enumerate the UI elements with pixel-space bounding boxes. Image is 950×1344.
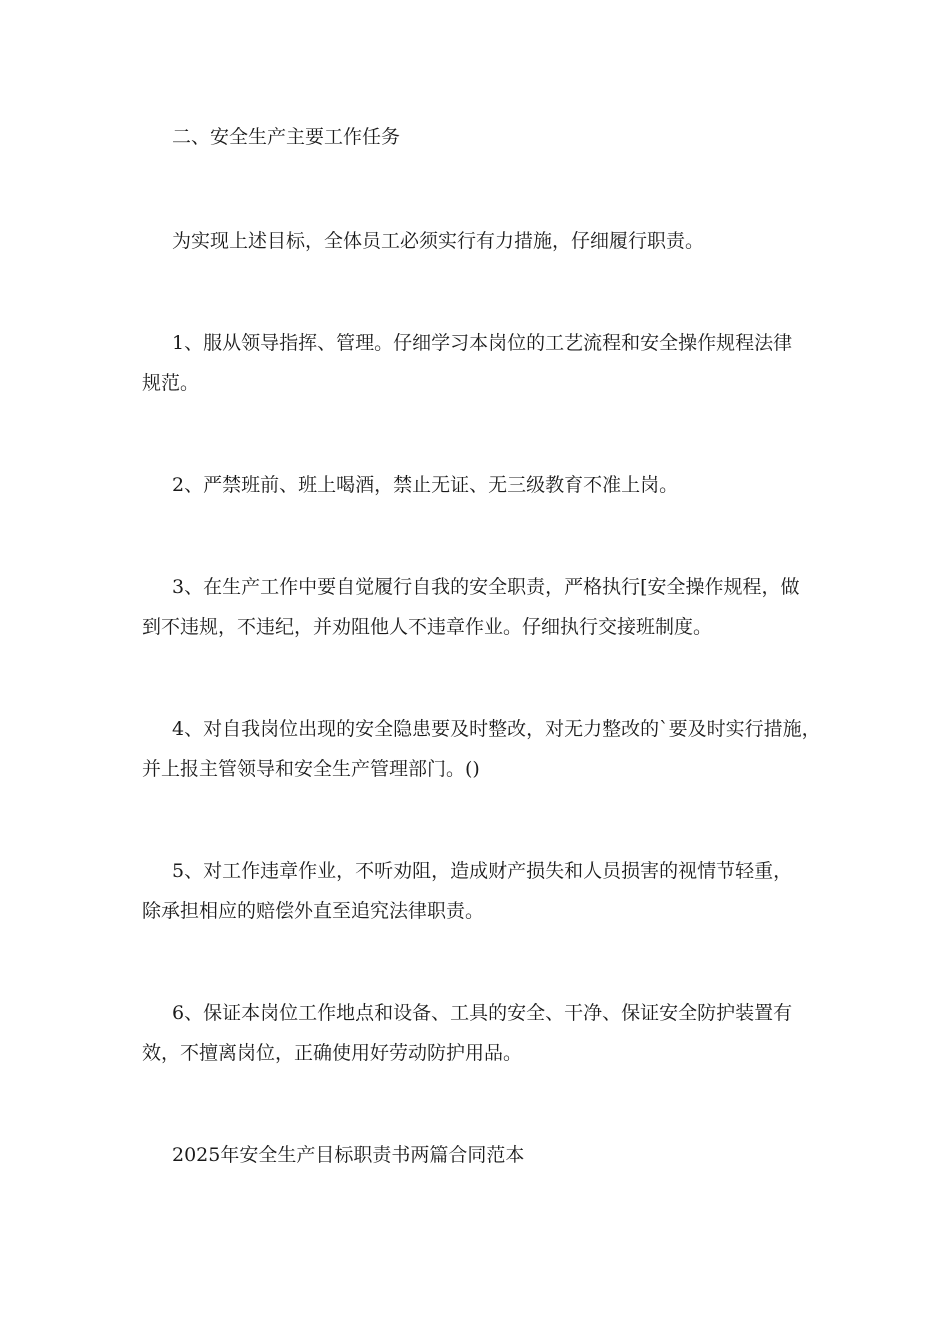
list-item-line-1: 6、保证本岗位工作地点和设备、工具的安全、干净、保证安全防护装置有 [172, 1002, 793, 1024]
list-item-line-1: 1、服从领导指挥、管理。仔细学习本岗位的工艺流程和安全操作规程法律 [172, 332, 793, 354]
closing-title: 2025年安全生产目标职责书两篇合同范本 [172, 1144, 525, 1166]
list-item-line-2: 除承担相应的赔偿外直至追究法律职责。 [142, 900, 485, 922]
list-item-line-1: 4、对自我岗位出现的安全隐患要及时整改，对无力整改的`要及时实行措施， [172, 718, 821, 740]
list-item-line-1: 2、严禁班前、班上喝酒，禁止无证、无三级教育不准上岗。 [172, 474, 679, 496]
list-item-line-1: 3、在生产工作中要自觉履行自我的安全职责，严格执行[安全操作规程，做 [172, 576, 800, 598]
list-item-line-2: 到不违规，不违纪，并劝阻他人不违章作业。仔细执行交接班制度。 [142, 616, 713, 638]
section-heading: 二、安全生产主要工作任务 [172, 126, 401, 148]
list-item-line-1: 5、对工作违章作业，不听劝阻，造成财产损失和人员损害的视情节轻重， [172, 860, 793, 882]
intro-paragraph: 为实现上述目标，全体员工必须实行有力措施，仔细履行职责。 [172, 230, 705, 252]
list-item-line-2: 规范。 [142, 372, 200, 394]
list-item-line-2: 效，不擅离岗位，正确使用好劳动防护用品。 [142, 1042, 523, 1064]
list-item-line-2: 并上报主管领导和安全生产管理部门。() [142, 758, 480, 780]
